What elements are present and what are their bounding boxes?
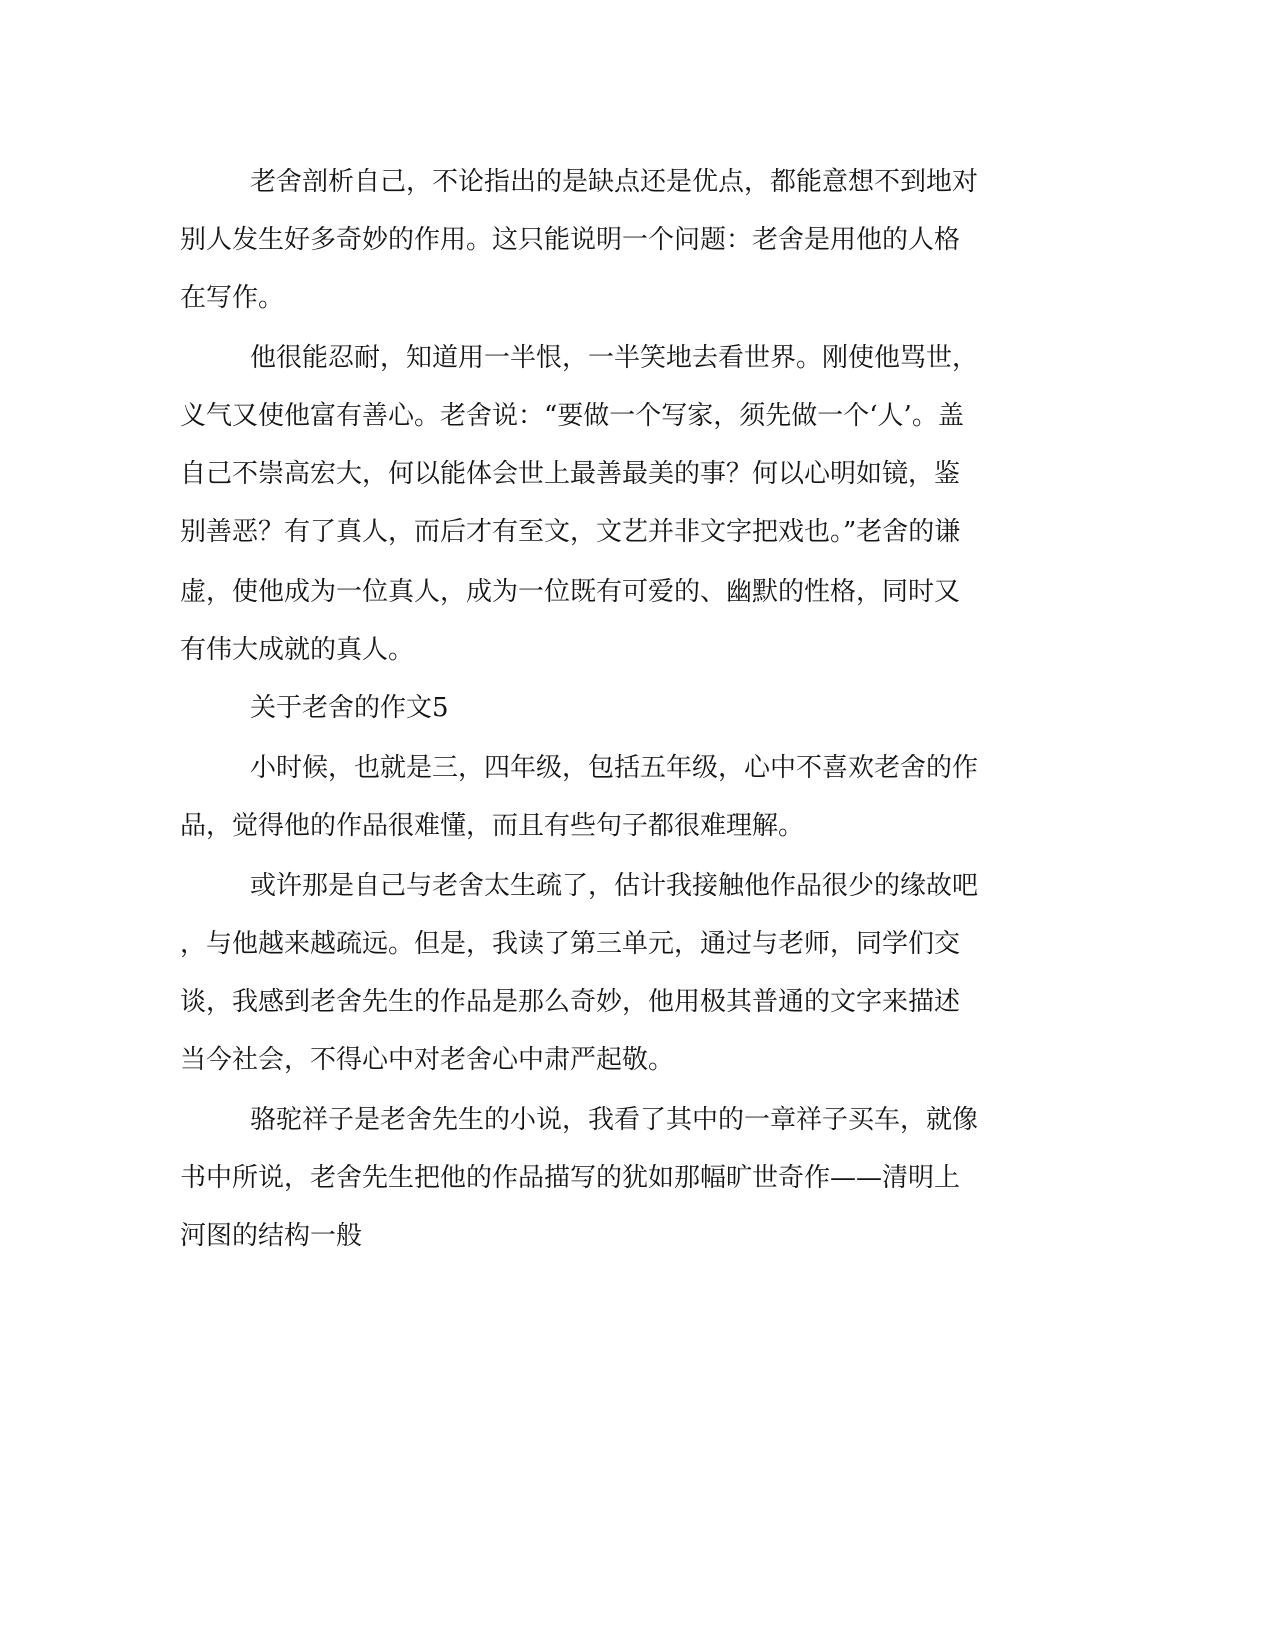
paragraph-6-line-2: 书中所说，老舍先生把他的作品描写的犹如那幅旷世奇作——清明上 [180,1163,961,1193]
paragraph-4-line-2: 品，觉得他的作品很难懂，而且有些句子都很难理解。 [180,811,805,841]
paragraph-1-line-1: 老舍剖析自己，不论指出的是缺点还是优点，都能意想不到地对 [250,167,979,197]
essay-heading: 关于老舍的作文5 [250,693,449,723]
paragraph-2-line-6: 有伟大成就的真人。 [180,635,415,665]
paragraph-6-line-1: 骆驼祥子是老舍先生的小说，我看了其中的一章祥子买车，就像 [250,1105,979,1135]
paragraph-5-line-2: ，与他越来越疏远。但是，我读了第三单元，通过与老师，同学们交 [180,929,961,959]
paragraph-1-line-3: 在写作。 [180,283,285,313]
paragraph-4-line-1: 小时候，也就是三，四年级，包括五年级，心中不喜欢老舍的作 [250,753,979,783]
paragraph-5-line-3: 谈，我感到老舍先生的作品是那么奇妙，他用极其普通的文字来描述 [180,987,961,1017]
paragraph-2-line-5: 虚，使他成为一位真人，成为一位既有可爱的、幽默的性格，同时又 [180,577,961,607]
paragraph-6-line-3: 河图的结构一般 [180,1221,363,1251]
paragraph-2-line-4: 别善恶？有了真人，而后才有至文，文艺并非文字把戏也。”老舍的谦 [180,517,961,547]
paragraph-2-line-3: 自己不崇高宏大，何以能体会世上最善最美的事？何以心明如镜，鉴 [180,459,961,489]
paragraph-5-line-4: 当今社会，不得心中对老舍心中肃严起敬。 [180,1045,675,1075]
paragraph-5-line-1: 或许那是自己与老舍太生疏了，估计我接触他作品很少的缘故吧 [250,871,979,901]
paragraph-2-line-2: 义气又使他富有善心。老舍说：“要做一个写家，须先做一个‘人’。盖 [180,401,964,431]
paragraph-1-line-2: 别人发生好多奇妙的作用。这只能说明一个问题：老舍是用他的人格 [180,225,961,255]
paragraph-2-line-1: 他很能忍耐，知道用一半恨，一半笑地去看世界。刚使他骂世， [250,343,979,373]
